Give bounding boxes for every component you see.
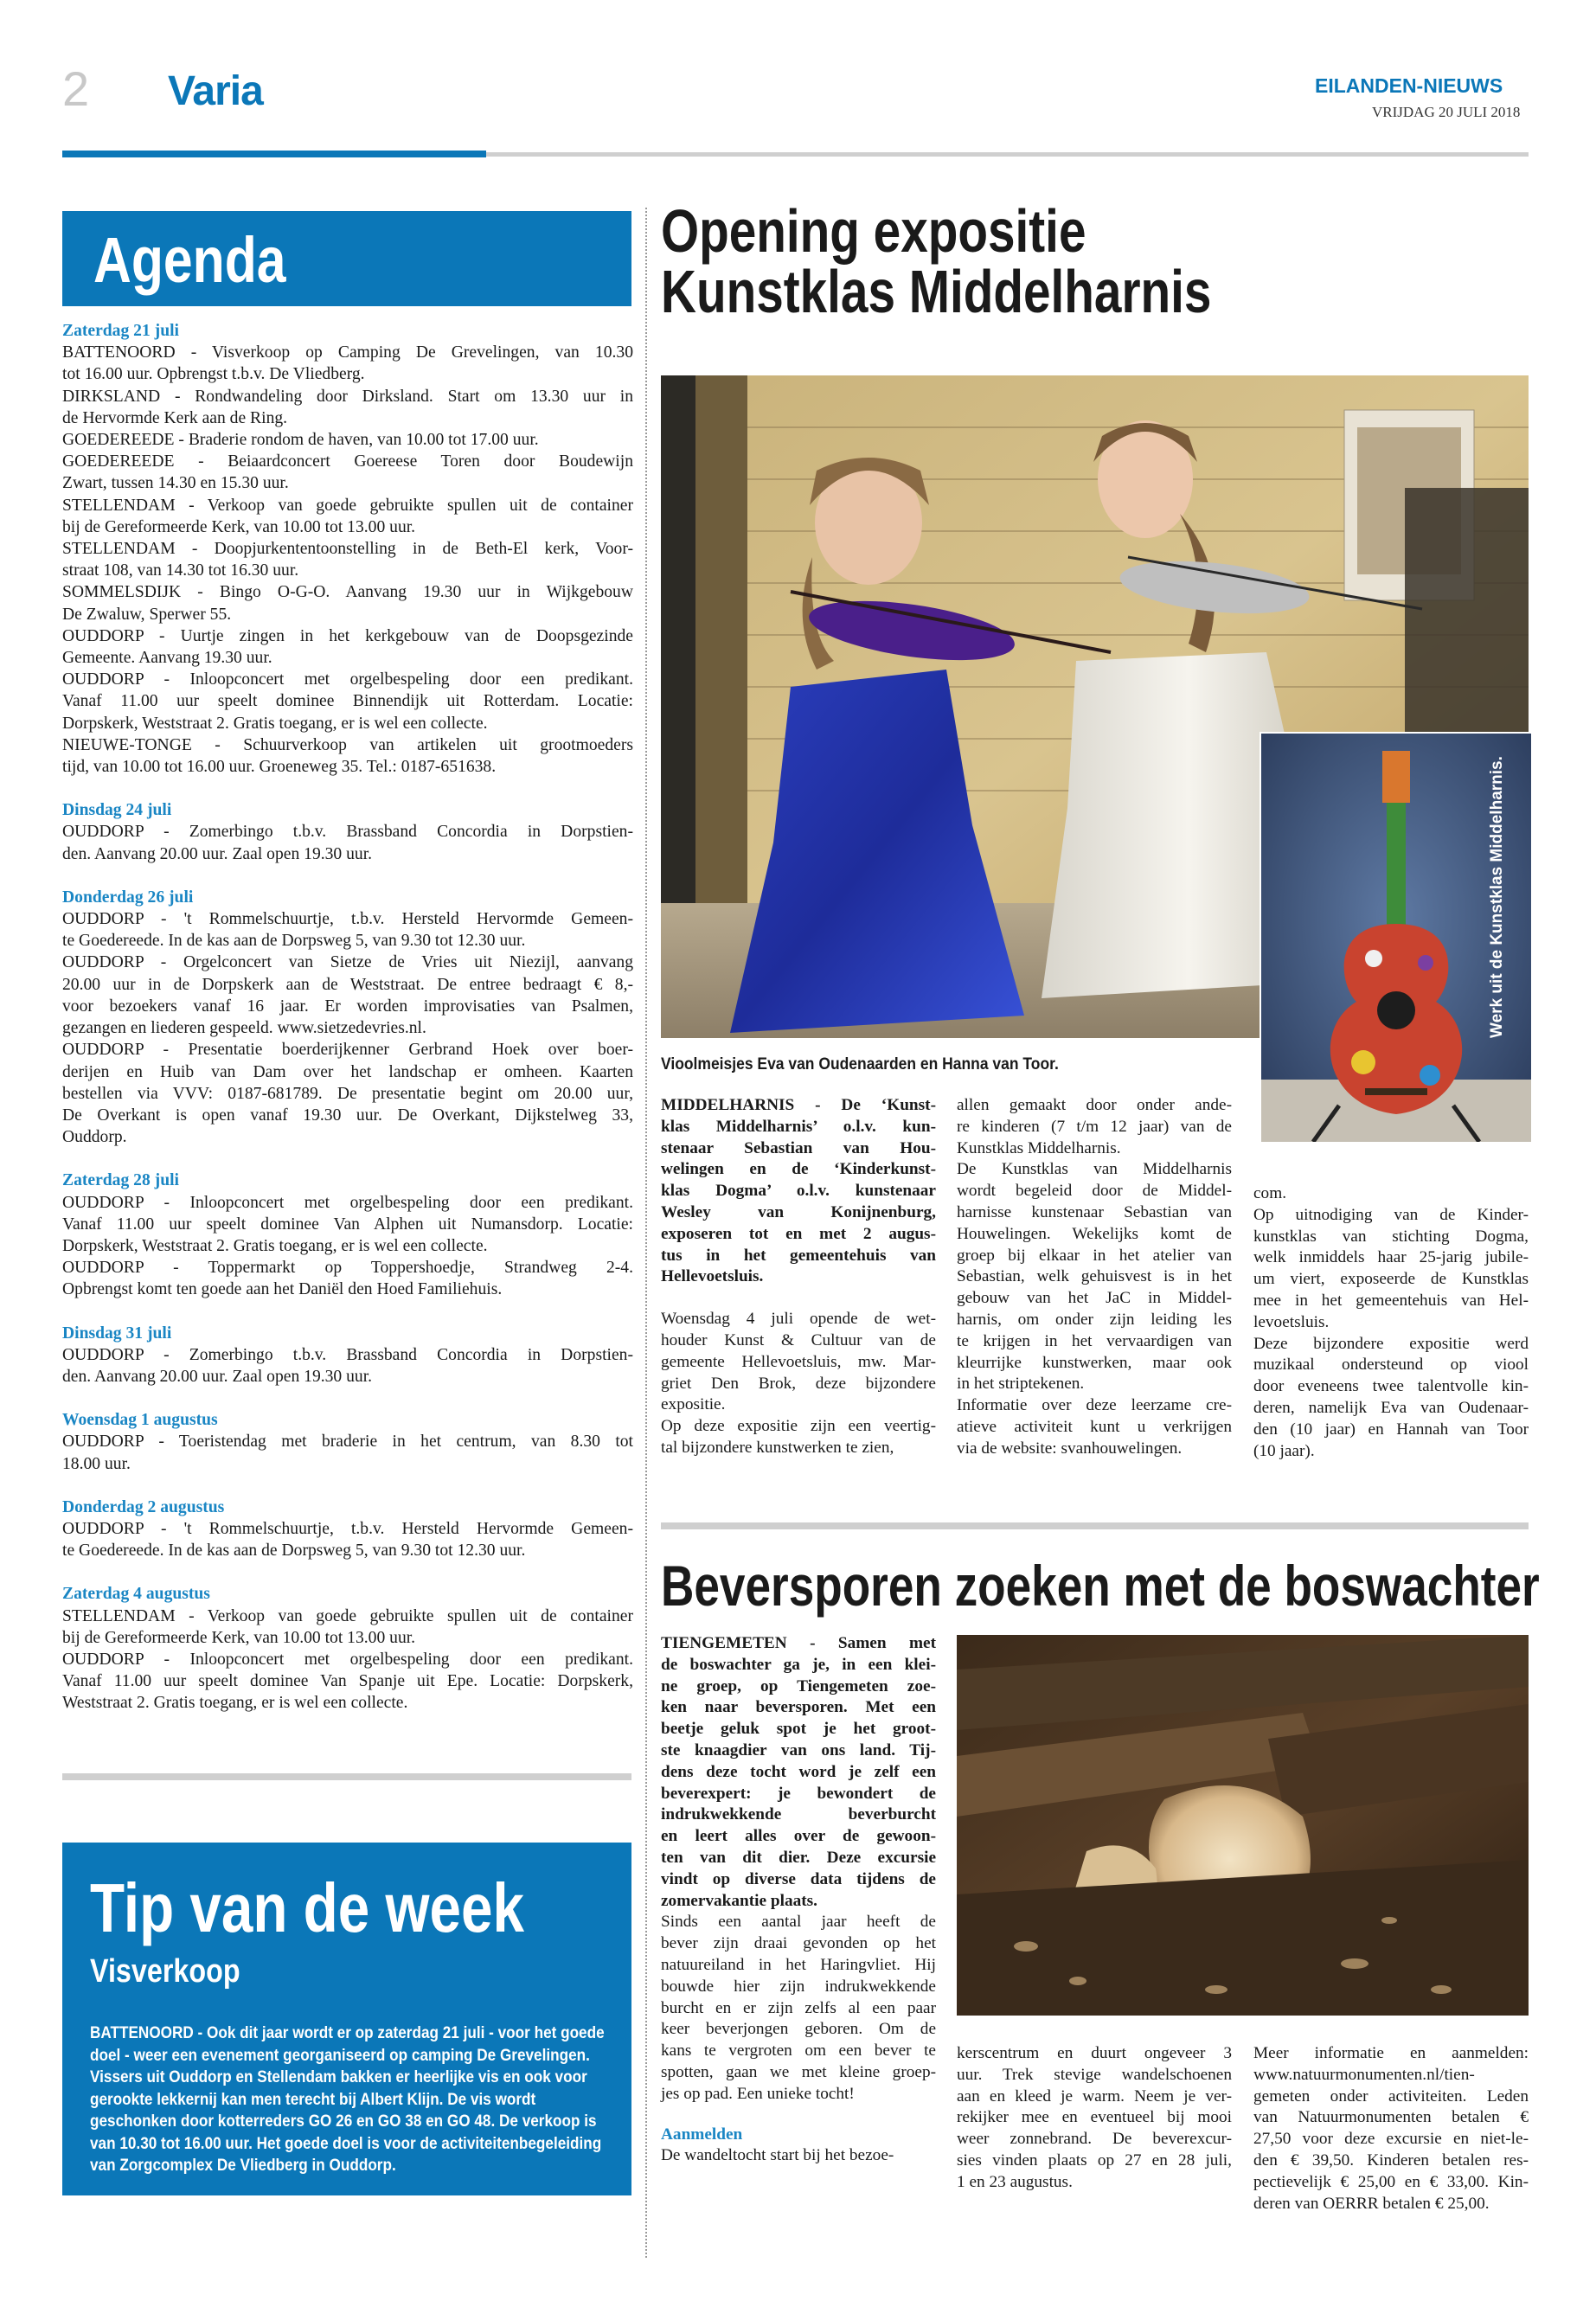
text-line: jes op pad. Een unieke tocht! xyxy=(661,2084,855,2103)
article1-column1 xyxy=(661,1095,936,1459)
text-line: kleurrijke kunstwerken, maar ook xyxy=(957,1353,1232,1372)
text-line: bever zijn draai gevonden op het xyxy=(661,1934,936,1953)
agenda-entry-line: Weststraat 2. Gratis toegang, er is wel een collecte. xyxy=(62,1694,408,1713)
agenda-entry-line: OUDDORP - Zomerbingo t.b.v. Brassband Concordia in Dorpstien- xyxy=(62,1345,633,1364)
agenda-entry-line: Zwart, tussen 14.30 en 15.30 uur. xyxy=(62,474,289,493)
text-line: en leert alles over de gewoon- xyxy=(661,1827,936,1846)
text-line: stenaar Sebastian van Hou- xyxy=(661,1138,936,1157)
text-line: welk inmiddels haar 25-jarig jubile- xyxy=(1253,1248,1529,1267)
text-line: ken naar beversporen. Met een xyxy=(661,1698,936,1717)
text-line: mee in het gemeentehuis van Hel- xyxy=(1253,1291,1529,1310)
agenda-entry-line: STELLENDAM - Verkoop van goede gebruikte spullen uit de container xyxy=(62,1606,633,1625)
text-line: Woensdag 4 juli opende de wet- xyxy=(661,1310,936,1329)
text-line: via de website: svanhouwelingen. xyxy=(957,1439,1183,1458)
article1-headline xyxy=(661,197,1212,325)
agenda-entry-line: OUDDORP - Toeristendag met braderie in het centrum, van 8.30 tot xyxy=(62,1433,633,1452)
photo1-caption: Vioolmeisjes Eva van Oudenaarden en Hanna van Toor. xyxy=(661,1055,1059,1074)
text-line: levoetsluis. xyxy=(1253,1312,1330,1331)
header-rule-blue xyxy=(62,151,486,157)
agenda-entry-line: De Zwaluw, Sperwer 55. xyxy=(62,605,232,624)
text-line: (10 jaar). xyxy=(1253,1441,1315,1460)
agenda-entry-line: NIEUWE-TONGE - Schuurverkoop van artikelen uit grootmoeders xyxy=(62,735,633,754)
agenda-entry-line: Vanaf 11.00 uur speelt dominee Van Spanje uit Epe. Locatie: Dorpskerk, xyxy=(62,1672,633,1691)
text-line: burcht en er zijn zelfs al een paar xyxy=(661,1998,936,2017)
tip-title: Tip van de week xyxy=(90,1869,524,1946)
text-line: re kinderen (7 t/m 12 jaar) van de xyxy=(957,1117,1232,1136)
text-line: ne groep, op Tiengemeten zoe- xyxy=(661,1676,936,1695)
text-line: Kunstklas Middelharnis. xyxy=(957,1138,1121,1157)
agenda-entry-line: OUDDORP - Presentatie boerderijkenner Gerbrand Hoek over boer- xyxy=(62,1041,633,1060)
spacer xyxy=(62,1148,633,1170)
text-line: wordt begeleid door de Middel- xyxy=(957,1182,1232,1201)
agenda-entry-line: voor bezoekers vanaf 16 jaar. Er worden improvisaties van Psalmen, xyxy=(62,997,633,1016)
agenda-entry-line: OUDDORP - Orgelconcert van Sietze de Vries uit Niezijl, aanvang xyxy=(62,953,633,972)
agenda-entry-line: OUDDORP - Inloopconcert met orgelbespeling door een predikant. xyxy=(62,670,633,689)
text-line: de boswachter ga je, in een klei- xyxy=(661,1655,936,1674)
text-line: groep bij elkaar in het atelier van xyxy=(957,1246,1232,1265)
agenda-entry-line: den. Aanvang 20.00 uur. Zaal open 19.30 uur. xyxy=(62,1367,373,1386)
agenda-entry-line: 20.00 uur in de Dorpskerk aan de Weststraat. De entree bedraagt € 8,- xyxy=(62,975,633,994)
text-line: klas Middelharnis’ o.l.v. kun- xyxy=(661,1117,936,1136)
text-line: com. xyxy=(1253,1184,1287,1202)
agenda-entry-line: bestellen via VVV: 0187-681789. De presentatie begint om 20.00 uur, xyxy=(62,1084,633,1103)
spacer xyxy=(661,2106,936,2125)
spacer xyxy=(62,778,633,799)
text-line: weer zonnebrand. De beverexcur- xyxy=(957,2130,1232,2149)
agenda-day-heading: Zaterdag 28 juli xyxy=(62,1171,179,1190)
agenda-entry-line: Gemeente. Aanvang 19.30 uur. xyxy=(62,649,272,668)
text-line: aan en kleed je warm. Neem je ver- xyxy=(957,2086,1232,2106)
text-line: Sebastian, welk gehuisvest is in het xyxy=(957,1267,1232,1286)
agenda-entry-line: STELLENDAM - Verkoop van goede gebruikte spullen uit de container xyxy=(62,496,633,515)
text-line: Deze bijzondere expositie werd xyxy=(1253,1334,1529,1353)
spacer xyxy=(62,1388,633,1409)
agenda-entry-line: OUDDORP - Inloopconcert met orgelbespeling door een predikant. xyxy=(62,1193,633,1212)
article2-headline: Beversporen zoeken met de boswachter xyxy=(661,1554,1540,1618)
text-line: gebouw van het JaC in Middel- xyxy=(957,1289,1232,1308)
agenda-entry-line: Opbrengst komt ten goede aan het Daniël den Hoed Familiehuis. xyxy=(62,1280,503,1299)
text-line: ten van dit dier. Deze excursie xyxy=(661,1848,936,1867)
text-line: www.natuurmonumenten.nl/tien- xyxy=(1253,2065,1475,2084)
text-line: deren van OERRR betalen € 25,00. xyxy=(1253,2194,1490,2213)
text-line: natuureiland in het Haringvliet. Hij xyxy=(661,1955,936,1974)
text-line: Houwelingen. Wekelijks komt de xyxy=(957,1224,1232,1243)
agenda-entry-line: OUDDORP - 't Rommelschuurtje, t.b.v. Hersteld Hervormde Gemeen- xyxy=(62,1519,633,1538)
spacer xyxy=(62,1475,633,1497)
text-line: harnisse kunstenaar Sebastian van xyxy=(957,1202,1232,1221)
agenda-entry-line: Ouddorp. xyxy=(62,1128,127,1147)
text-line: kunstklas van stichting Dogma, xyxy=(1253,1227,1529,1246)
divider-right xyxy=(661,1522,1529,1529)
text-line: kerscentrum en duurt ongeveer 3 xyxy=(957,2044,1232,2062)
text-line: te krijgen in het vervaardigen van xyxy=(957,1331,1232,1350)
agenda-entry-line: tot 16.00 uur. Opbrengst t.b.v. De Vliedberg. xyxy=(62,365,365,384)
text-line: pectievelijk € 25,00 en € 33,00. Kin- xyxy=(1253,2172,1529,2191)
page-number: 2 xyxy=(62,61,90,116)
spacer xyxy=(62,1561,633,1583)
text-line: Hellevoetsluis. xyxy=(661,1267,764,1286)
text-line: sies vinden plaats op 27 en 28 juli, xyxy=(957,2150,1232,2170)
agenda-entry-line: derijen en Huib van Dam over het landschap er omheen. Kaarten xyxy=(62,1062,633,1081)
tip-subtitle: Visverkoop xyxy=(90,1953,240,1990)
agenda-entry-line: 18.00 uur. xyxy=(62,1454,131,1473)
text-line: gemeten onder activiteiten. Leden xyxy=(1253,2086,1529,2106)
agenda-entry-line: bij de Gereformeerde Kerk, van 10.00 tot 13.00 uur. xyxy=(62,517,416,536)
text-line: deren, namelijk Eva van Oudenaar- xyxy=(1253,1398,1529,1417)
text-line: kans te vergroten om een bever te xyxy=(661,2041,936,2061)
agenda-day-heading: Donderdag 26 juli xyxy=(62,888,194,907)
agenda-entry-line: Vanaf 11.00 uur speelt dominee Van Alphen uit Numansdorp. Locatie: xyxy=(62,1215,633,1234)
agenda-title: Agenda xyxy=(93,224,286,296)
text-line: MIDDELHARNIS - De ‘Kunst- xyxy=(661,1096,936,1114)
text-line: Informatie over deze leerzame cre- xyxy=(957,1396,1232,1415)
tip-box xyxy=(62,1843,631,2195)
text-line: muzikaal ondersteund op viool xyxy=(1253,1356,1529,1375)
text-line: TIENGEMETEN - Samen met xyxy=(661,1634,936,1652)
article2-subheading: Aanmelden xyxy=(661,2125,743,2144)
agenda-entry-line: de Hervormde Kerk aan de Ring. xyxy=(62,408,288,427)
text-line: bouwde hier zijn indrukwekkende xyxy=(661,1977,936,1996)
agenda-entry-line: DIRKSLAND - Rondwandeling door Dirksland. Start om 13.30 uur in xyxy=(62,387,633,406)
text-line: vindt op diverse data tijdens de xyxy=(661,1869,936,1888)
agenda-entry-line: SOMMELSDIJK - Bingo O-G-O. Aanvang 19.30 uur in Wijkgebouw xyxy=(62,583,633,602)
text-line: dens deze tocht word je zelf een xyxy=(661,1762,936,1781)
text-line: welingen en de ‘Kinderkunst- xyxy=(661,1160,936,1179)
article1-column3 xyxy=(1253,1183,1529,1462)
agenda-header xyxy=(62,211,631,306)
article1-headline-line2: Kunstklas Middelharnis xyxy=(661,258,1212,325)
text-line: 1 en 23 augustus. xyxy=(957,2172,1073,2191)
text-line: zomervakantie plaats. xyxy=(661,1891,818,1910)
text-line: door eveneens twee talentvolle kin- xyxy=(1253,1377,1529,1396)
agenda-list xyxy=(62,320,633,1715)
agenda-day-heading: Donderdag 2 augustus xyxy=(62,1497,225,1516)
text-line: um viert, exposeerde de Kunstklas xyxy=(1253,1270,1529,1289)
text-line: De Kunstklas van Middelharnis xyxy=(957,1160,1232,1179)
text-line: klas Dogma’ o.l.v. kunstenaar xyxy=(661,1182,936,1201)
agenda-entry-line: te Goedereede. In de kas aan de Dorpsweg 5, van 9.30 tot 12.30 uur. xyxy=(62,1541,526,1561)
text-line: den € 39,50. Kinderen betalen res- xyxy=(1253,2150,1529,2170)
text-line: beetje geluk spot je het groot- xyxy=(661,1720,936,1739)
agenda-entry-line: Dorpskerk, Weststraat 2. Gratis toegang, er is wel een collecte. xyxy=(62,714,488,733)
text-line: den (10 jaar) en Hannah van Toor xyxy=(1253,1420,1529,1439)
article2-column2 xyxy=(957,2043,1232,2194)
text-line: atieve activiteit kunt u verkrijgen xyxy=(957,1417,1232,1436)
text-line: tal bijzondere kunstwerken te zien, xyxy=(661,1438,894,1457)
article2-column3 xyxy=(1253,2043,1529,2214)
text-line: Sinds een aantal jaar heeft de xyxy=(661,1913,936,1932)
text-line: ste knaagdier van ons land. Tij- xyxy=(661,1740,936,1759)
text-line: indrukwekkende beverburcht xyxy=(661,1805,936,1824)
text-line: uur. Trek stevige wandelschoenen xyxy=(957,2065,1232,2084)
agenda-day-heading: Dinsdag 24 juli xyxy=(62,801,172,820)
text-line: gemeente Hellevoetsluis, mw. Mar- xyxy=(661,1352,936,1371)
agenda-entry-line: bij de Gereformeerde Kerk, van 10.00 tot 13.00 uur. xyxy=(62,1628,416,1647)
agenda-entry-line: te Goedereede. In de kas aan de Dorpsweg 5, van 9.30 tot 12.30 uur. xyxy=(62,932,526,951)
agenda-entry-line: OUDDORP - 't Rommelschuurtje, t.b.v. Hersteld Hervormde Gemeen- xyxy=(62,910,633,929)
text-line: De wandeltocht start bij het bezoe- xyxy=(661,2146,894,2165)
article1-column2 xyxy=(957,1095,1232,1460)
agenda-day-heading: Zaterdag 21 juli xyxy=(62,322,179,340)
text-line: expositie. xyxy=(661,1395,726,1414)
text-line: Op deze expositie zijn een veertig- xyxy=(661,1417,936,1436)
agenda-entry-line: GOEDEREEDE - Beiaardconcert Goereese Toren door Boudewijn xyxy=(62,452,633,471)
text-line: tus in het gemeentehuis van xyxy=(661,1246,936,1265)
agenda-entry-line: STELLENDAM - Doopjurkententoonstelling in de Beth-El kerk, Voor- xyxy=(62,540,633,559)
divider-left xyxy=(62,1773,631,1780)
agenda-entry-line: BATTENOORD - Visverkoop op Camping De Grevelingen, van 10.30 xyxy=(62,343,633,362)
issue-date: VRIJDAG 20 JULI 2018 xyxy=(1372,104,1521,120)
agenda-entry-line: straat 108, van 14.30 tot 16.30 uur. xyxy=(62,561,299,580)
agenda-entry-line: den. Aanvang 20.00 uur. Zaal open 19.30 uur. xyxy=(62,844,373,863)
agenda-entry-line: Dorpskerk, Weststraat 2. Gratis toegang, er is wel een collecte. xyxy=(62,1236,488,1255)
agenda-entry-line: gezangen en liederen gespeeld. www.sietzedevries.nl. xyxy=(62,1019,426,1038)
text-line: in het striptekenen. xyxy=(957,1375,1085,1394)
header-rule-grey xyxy=(486,152,1529,157)
agenda-entry-line: OUDDORP - Inloopconcert met orgelbespeling door een predikant. xyxy=(62,1650,633,1669)
text-line: griet Den Brok, deze bijzondere xyxy=(661,1374,936,1393)
text-line: Op uitnodiging van de Kinder- xyxy=(1253,1205,1529,1224)
text-line: keer beverjongen geboren. Om de xyxy=(661,2020,936,2039)
agenda-entry-line: tijd, van 10.00 tot 16.00 uur. Groeneweg 35. Tel.: 0187-651638. xyxy=(62,758,497,777)
spacer xyxy=(62,1301,633,1323)
text-line: beverexpert: je bewondert de xyxy=(661,1784,936,1803)
agenda-entry-line: OUDDORP - Uurtje zingen in het kerkgebouw van de Doopsgezinde xyxy=(62,626,633,645)
text-line: houder Kunst & Cultuur van de xyxy=(661,1330,936,1349)
text-line: exposeren tot en met 2 augus- xyxy=(661,1224,936,1243)
agenda-day-heading: Dinsdag 31 juli xyxy=(62,1324,172,1343)
agenda-entry-line: OUDDORP - Toppermarkt op Toppershoedje, Strandweg 2-4. xyxy=(62,1259,633,1278)
text-line: spotten, gaan we met kleine groep- xyxy=(661,2062,936,2081)
text-line: harnis, om onder zijn leiding les xyxy=(957,1310,1232,1329)
text-line: Meer informatie en aanmelden: xyxy=(1253,2044,1529,2062)
text-line: 27,50 voor deze excursie en niet-le- xyxy=(1253,2130,1529,2149)
newspaper-logo: EILANDEN-NIEUWS xyxy=(1315,74,1503,97)
spacer xyxy=(661,1288,936,1309)
agenda-entry-line: GOEDEREEDE - Braderie rondom de haven, van 10.00 tot 17.00 uur. xyxy=(62,431,539,450)
article1-headline-line1: Opening expositie xyxy=(661,197,1086,265)
text-line: rekijker mee en eventueel bij mooi xyxy=(957,2108,1232,2127)
gnawed-wood-photo xyxy=(957,1635,1529,2016)
photo2-caption: Werk uit de Kunstklas Middelharnis. xyxy=(1488,756,1506,1038)
agenda-entry-line: OUDDORP - Zomerbingo t.b.v. Brassband Concordia in Dorpstien- xyxy=(62,823,633,842)
agenda-day-heading: Zaterdag 4 augustus xyxy=(62,1585,210,1604)
text-line: allen gemaakt door onder ande- xyxy=(957,1096,1232,1114)
spacer xyxy=(62,865,633,887)
article2-column1 xyxy=(661,1633,936,2167)
agenda-day-heading: Woensdag 1 augustus xyxy=(62,1411,218,1430)
agenda-entry-line: De Overkant is open vanaf 19.30 uur. De Overkant, Dijkstelweg 33, xyxy=(62,1106,633,1125)
agenda-entry-line: Vanaf 11.00 uur speelt dominee Binnendijk uit Rotterdam. Locatie: xyxy=(62,692,633,711)
section-title: Varia xyxy=(168,68,263,114)
text-line: van Natuurmonumenten betalen € xyxy=(1253,2108,1529,2127)
tip-text: BATTENOORD - Ook dit jaar wordt er op zaterdag 21 juli - voor het goede doel - weer een evenement georganiseerd op camping De Grevelingen. Vissers uit Ouddorp en Stellendam bakken er heerlijke vis en ook voor gerookte lekkernij kan men terecht bij Albert Klijn. De vis wordt geschonken door kotterreders GO 26 en GO 38 en GO 48. De verkoop is van 10.30 tot 16.00 uur. Het goede doel is voor de activiteitenbegeleiding van Zorgcomplex De Vliedberg in Ouddorp. xyxy=(90,2023,605,2175)
text-line: Wesley van Konijnenburg, xyxy=(661,1202,936,1221)
column-separator xyxy=(645,208,647,2258)
